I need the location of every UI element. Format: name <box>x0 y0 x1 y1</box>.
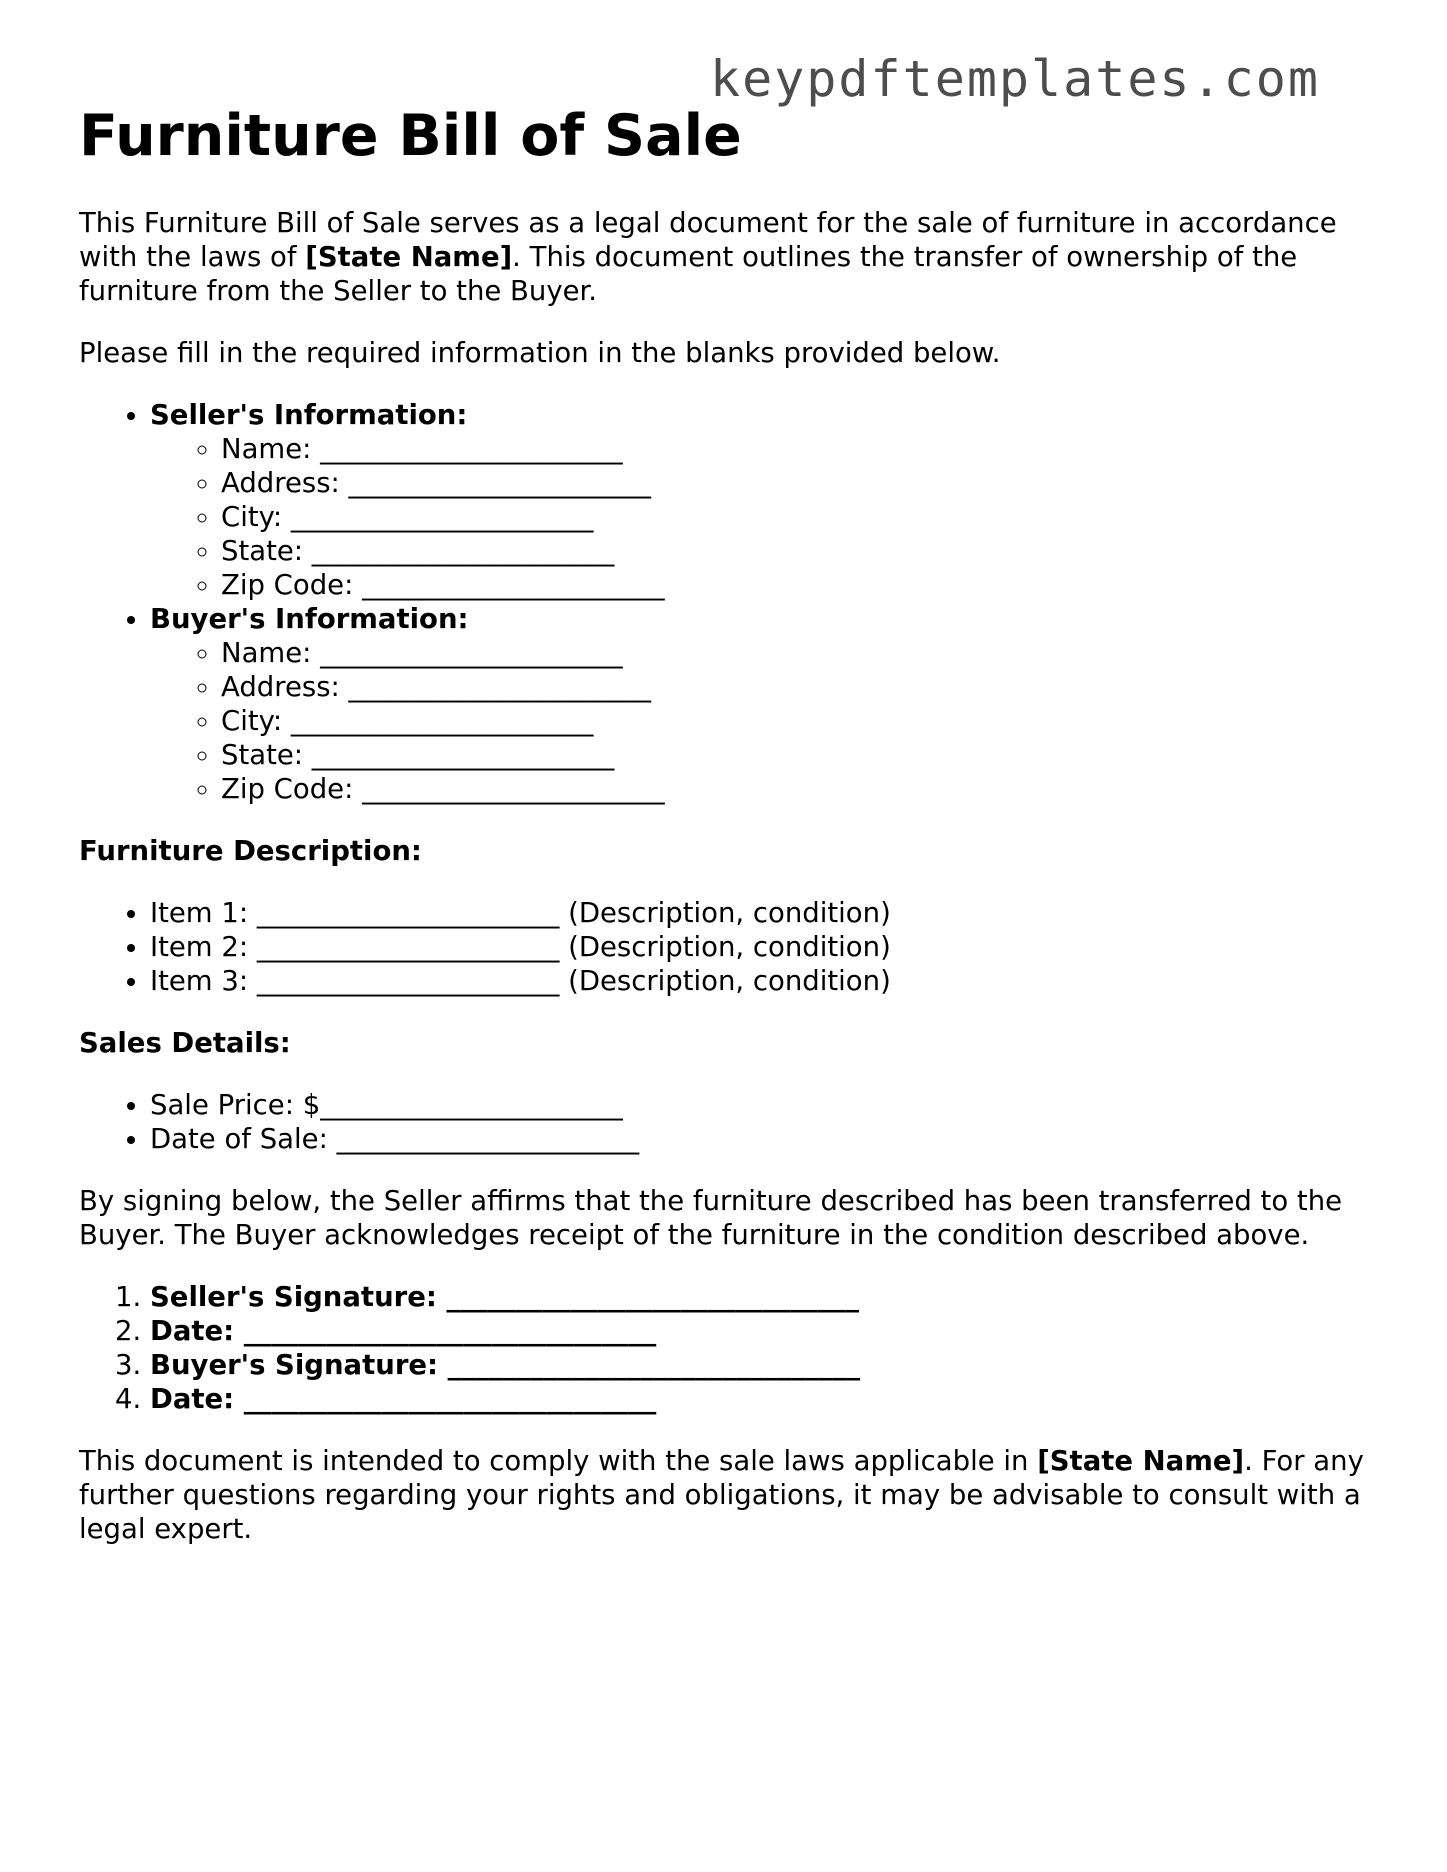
buyer-date-field[interactable] <box>150 1382 1379 1416</box>
closing-paragraph <box>79 1444 1379 1546</box>
furniture-item-1[interactable]: • Item 1: ______________________ (Description, condition) <box>150 896 1379 930</box>
buyer-info-section <box>150 602 1379 806</box>
furniture-item-3[interactable]: • Item 3: ______________________ (Description, condition) <box>150 964 1379 998</box>
seller-heading: Seller's Information: <box>150 399 468 431</box>
furniture-item-2[interactable]: • Item 2: ______________________ (Description, condition) <box>150 930 1379 964</box>
buyer-signature-label: Buyer's Signature: ______________________________ <box>150 1349 861 1381</box>
party-info-list <box>79 398 1379 806</box>
date-of-sale-field[interactable]: • Date of Sale: ______________________ <box>150 1122 1379 1156</box>
sale-price-field[interactable]: • Sale Price: $______________________ <box>150 1088 1379 1122</box>
signature-list <box>79 1280 1379 1416</box>
buyer-address-field[interactable]: ◦ Address: ______________________ <box>221 670 1379 704</box>
sales-items <box>79 1088 1379 1156</box>
seller-state-field[interactable]: ◦ State: ______________________ <box>221 534 1379 568</box>
watermark: keypdftemplates.com <box>710 50 1320 108</box>
closing-text-1: This document is intended to comply with the sale laws applicable in <box>79 1445 1038 1477</box>
buyer-zip-field[interactable]: ◦ Zip Code: ______________________ <box>221 772 1379 806</box>
intro-text-2: . This document outlines the transfer of ownership of the furniture from the Seller to the Buyer. <box>79 241 1298 307</box>
intro-paragraph <box>79 206 1379 308</box>
buyer-city-field[interactable]: ◦ City: ______________________ <box>221 704 1379 738</box>
intro-text-1: This Furniture Bill of Sale serves as a legal document for the sale of furniture in accordance with the laws of <box>79 207 1337 273</box>
furniture-items <box>79 896 1379 998</box>
seller-info-section <box>150 398 1379 602</box>
buyer-state-field[interactable]: ◦ State: ______________________ <box>221 738 1379 772</box>
seller-fields <box>150 432 1379 602</box>
seller-signature-label: Seller's Signature: ______________________________ <box>150 1281 859 1313</box>
page-title: Furniture Bill of Sale <box>79 103 742 169</box>
closing-text-2: . For any further questions regarding your rights and obligations, it may be advisable to consult with a legal expert. <box>79 1445 1364 1545</box>
closing-state-placeholder: [State Name] <box>1037 1445 1245 1477</box>
seller-date-label: Date: ______________________________ <box>150 1315 657 1347</box>
instructions: Please fill in the required information in the blanks provided below. <box>79 337 1001 369</box>
buyer-fields <box>150 636 1379 806</box>
furniture-heading: Furniture Description: <box>79 835 422 867</box>
seller-date-field[interactable] <box>150 1314 1379 1348</box>
buyer-signature-field[interactable] <box>150 1348 1379 1382</box>
buyer-name-field[interactable]: ◦ Name: ______________________ <box>221 636 1379 670</box>
sales-heading: Sales Details: <box>79 1027 291 1059</box>
seller-signature-field[interactable] <box>150 1280 1379 1314</box>
seller-city-field[interactable]: ◦ City: ______________________ <box>221 500 1379 534</box>
buyer-heading: Buyer's Information: <box>150 603 469 635</box>
intro-state-placeholder: [State Name] <box>305 241 513 273</box>
seller-zip-field[interactable]: ◦ Zip Code: ______________________ <box>221 568 1379 602</box>
seller-address-field[interactable]: ◦ Address: ______________________ <box>221 466 1379 500</box>
document-page <box>79 100 1379 1546</box>
affirmation-paragraph: By signing below, the Seller affirms that the furniture described has been transferred to the Buyer. The Buyer acknowledges receipt of the furniture in the condition described above. <box>79 1185 1343 1251</box>
seller-name-field[interactable]: ◦ Name: ______________________ <box>221 432 1379 466</box>
buyer-date-label: Date: ______________________________ <box>150 1383 657 1415</box>
